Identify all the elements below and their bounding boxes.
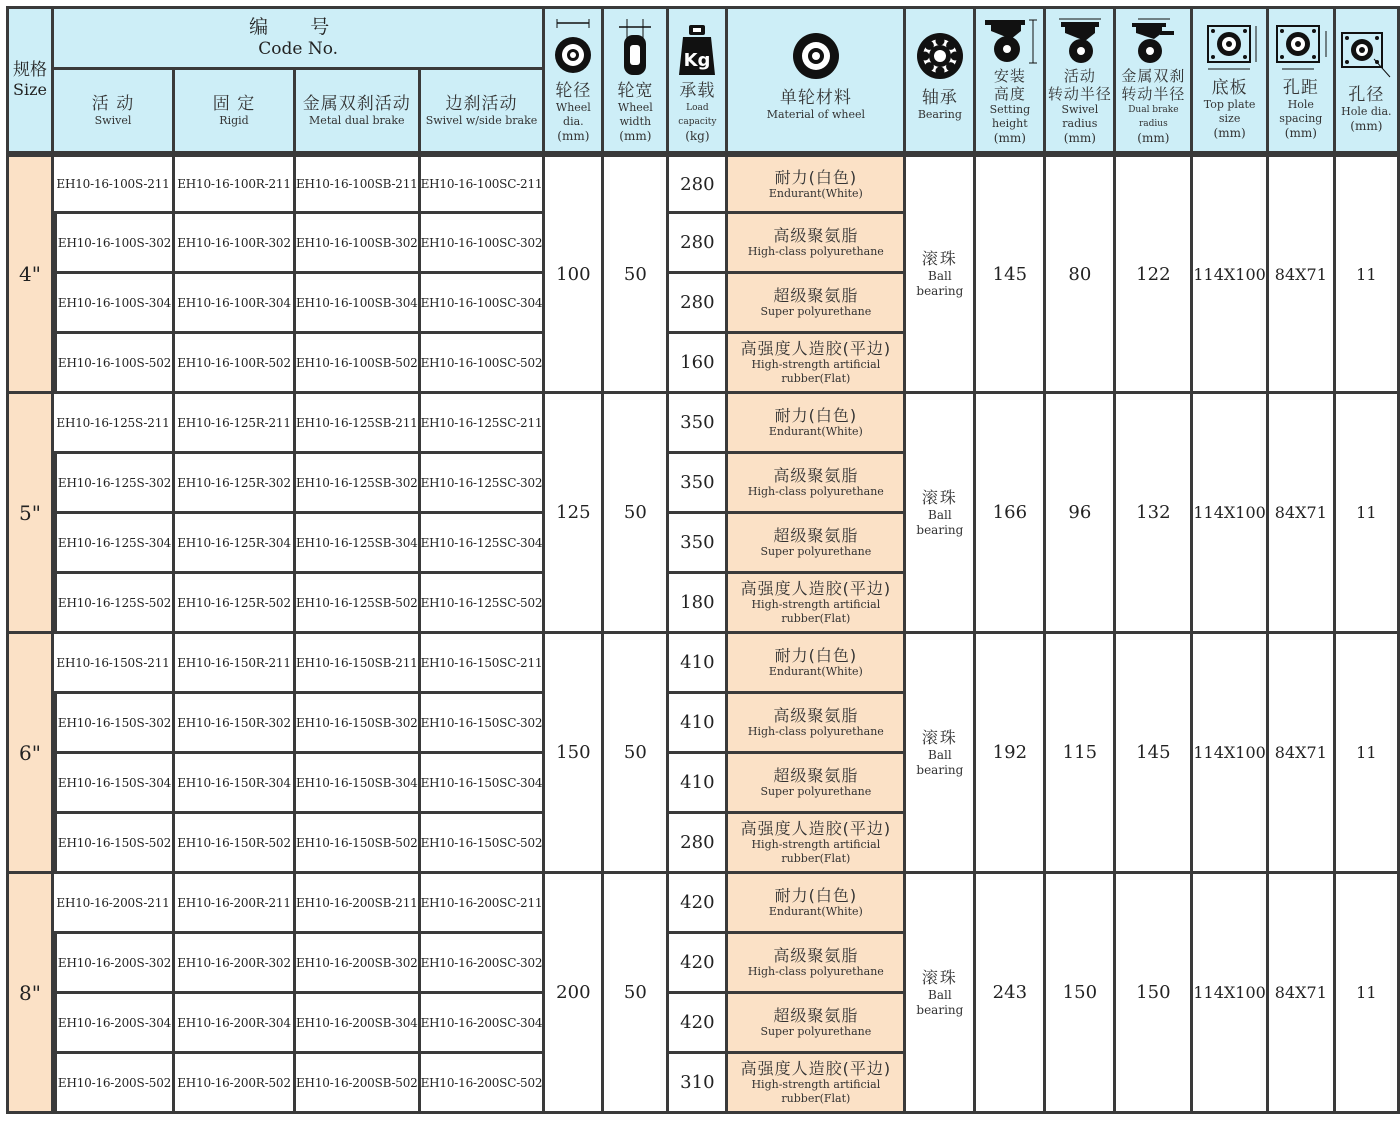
wheel-diameter-icon: [551, 19, 595, 77]
wheel-width-zh: 轮宽: [617, 81, 654, 101]
code-cell: EH10-16-150R-302: [175, 694, 296, 754]
material-zh: 耐力(白色): [774, 406, 858, 425]
material-zh: 耐力(白色): [774, 886, 858, 905]
bearing-zh: 滚珠: [921, 967, 958, 987]
code-cell: EH10-16-100R-211: [175, 154, 296, 214]
code-cell: EH10-16-100SC-302: [421, 214, 546, 274]
size-header-zh: 规格: [13, 60, 47, 80]
material-en: High-strength artificial rubber(Flat): [751, 838, 881, 865]
code-cell: EH10-16-200S-304: [54, 994, 175, 1054]
top-plate-cell: 114X100: [1193, 154, 1268, 394]
code-cell: EH10-16-200SC-211: [421, 874, 546, 934]
code-cell: EH10-16-125R-304: [175, 514, 296, 574]
type-header-dual-brake: 金属双刹活动 Metal dual brake: [296, 70, 421, 154]
load-zh: 承载: [679, 81, 716, 101]
material-cell: [728, 334, 906, 394]
bearing-cell: [906, 634, 976, 874]
code-cell: EH10-16-100SC-502: [421, 334, 546, 394]
material-en: High-class polyurethane: [747, 485, 884, 498]
hole-spacing-icon: [1269, 22, 1333, 74]
code-cell: EH10-16-100SB-302: [296, 214, 421, 274]
material-cell: [728, 274, 906, 334]
material-en: High-strength artificial rubber(Flat): [751, 1078, 881, 1105]
setting-height-unit: (mm): [993, 131, 1026, 145]
code-cell: EH10-16-100SB-304: [296, 274, 421, 334]
code-cell: EH10-16-150SB-304: [296, 754, 421, 814]
code-cell: EH10-16-125SC-302: [421, 454, 546, 514]
dual-brake-radius-en: Dual brake radius: [1128, 105, 1179, 129]
load-cell: 160: [669, 334, 728, 394]
material-en: Endurant(White): [768, 186, 863, 200]
material-zh: 超级聚氨脂: [773, 1006, 859, 1025]
code-cell: EH10-16-200R-502: [175, 1054, 296, 1114]
wheel-dia-cell: 125: [545, 394, 604, 634]
setting-height-header: [976, 6, 1046, 154]
code-cell: EH10-16-100R-304: [175, 274, 296, 334]
swivel-radius-cell: 115: [1046, 634, 1116, 874]
material-en: Super polyurethane: [760, 1025, 872, 1038]
material-en: Endurant(White): [768, 665, 863, 678]
material-cell: [728, 694, 906, 754]
material-en: High-strength artificial rubber(Flat): [751, 598, 881, 625]
material-cell: [728, 514, 906, 574]
code-header-zh: 编 号: [249, 16, 348, 38]
code-cell: EH10-16-100R-502: [175, 334, 296, 394]
type-header-side-brake: 边刹活动 Swivel w/side brake: [421, 70, 546, 154]
bearing-cell: [906, 394, 976, 634]
material-zh: 高强度人造胶(平边): [740, 819, 892, 838]
load-cell: 350: [669, 454, 728, 514]
wheel-width-cell: 50: [604, 874, 669, 1114]
swivel-radius-en: Swivel radius: [1061, 103, 1099, 130]
code-cell: EH10-16-150R-502: [175, 814, 296, 874]
load-cell: 280: [669, 154, 728, 214]
table-row: [6, 634, 1400, 694]
top-plate-zh: 底板: [1211, 78, 1248, 98]
material-zh: 高级聚氨脂: [773, 706, 859, 725]
top-plate-cell: 114X100: [1193, 874, 1268, 1114]
material-zh: 高强度人造胶(平边): [740, 1059, 892, 1078]
swivel-radius-cell: 80: [1046, 154, 1116, 394]
dual-brake-radius-unit: (mm): [1137, 131, 1170, 145]
material-en: High-class polyurethane: [747, 725, 884, 738]
table-row: [6, 394, 1400, 454]
material-cell: [728, 394, 906, 454]
load-cell: 350: [669, 514, 728, 574]
hole-spacing-cell: 84X71: [1269, 154, 1336, 394]
code-cell: EH10-16-200SB-211: [296, 874, 421, 934]
setting-height-cell: 243: [976, 874, 1046, 1114]
bearing-cell: [906, 874, 976, 1114]
code-cell: EH10-16-100R-302: [175, 214, 296, 274]
wheel-icon: [791, 26, 841, 84]
code-cell: EH10-16-150SC-302: [421, 694, 546, 754]
hole-dia-en: Hole dia.: [1341, 105, 1392, 118]
code-cell: EH10-16-200R-211: [175, 874, 296, 934]
code-cell: EH10-16-125SB-502: [296, 574, 421, 634]
hole-spacing-cell: 84X71: [1269, 874, 1336, 1114]
hole-spacing-header: [1269, 6, 1336, 154]
table-row: [6, 874, 1400, 934]
brake-radius-cell: 132: [1116, 394, 1193, 634]
bearing-zh: 轴承: [921, 88, 958, 108]
bearing-en: Ball bearing: [916, 747, 964, 777]
code-cell: EH10-16-125S-502: [54, 574, 175, 634]
material-cell: [728, 994, 906, 1054]
setting-height-cell: 166: [976, 394, 1046, 634]
bearing-en: Bearing: [917, 108, 962, 121]
material-en: High-class polyurethane: [747, 965, 884, 978]
load-cell: 410: [669, 694, 728, 754]
code-cell: EH10-16-125R-502: [175, 574, 296, 634]
swivel-radius-cell: 96: [1046, 394, 1116, 634]
code-cell: EH10-16-150SB-302: [296, 694, 421, 754]
wheel-width-cell: 50: [604, 394, 669, 634]
code-cell: EH10-16-150S-304: [54, 754, 175, 814]
svg-text:Kg: Kg: [683, 50, 711, 71]
code-cell: EH10-16-150R-304: [175, 754, 296, 814]
hole-dia-cell: 11: [1336, 634, 1400, 874]
code-cell: EH10-16-200SB-502: [296, 1054, 421, 1114]
wheel-width-cell: 50: [604, 634, 669, 874]
material-zh: 超级聚氨脂: [773, 526, 859, 545]
material-en: High-strength artificial rubber(Flat): [751, 358, 881, 385]
code-cell: EH10-16-100SB-502: [296, 334, 421, 394]
wheel-width-cell: 50: [604, 154, 669, 394]
dual-brake-radius-icon: [1124, 17, 1182, 65]
top-plate-header: [1193, 6, 1268, 154]
code-cell: EH10-16-200S-502: [54, 1054, 175, 1114]
material-zh: 高强度人造胶(平边): [740, 579, 892, 598]
wheel-dia-cell: 200: [545, 874, 604, 1114]
bearing-en: Ball bearing: [916, 507, 964, 537]
code-cell: EH10-16-125R-211: [175, 394, 296, 454]
code-cell: EH10-16-125SC-502: [421, 574, 546, 634]
material-zh: 耐力(白色): [774, 167, 858, 187]
top-plate-cell: 114X100: [1193, 394, 1268, 634]
setting-height-cell: 192: [976, 634, 1046, 874]
code-cell: EH10-16-125R-302: [175, 454, 296, 514]
code-cell: EH10-16-150S-211: [54, 634, 175, 694]
material-zh: 高级聚氨脂: [773, 946, 859, 965]
hole-spacing-zh: 孔距: [1282, 78, 1319, 98]
hole-dia-header: [1336, 6, 1400, 154]
material-en: Endurant(White): [768, 425, 863, 438]
material-zh: 超级聚氨脂: [773, 766, 859, 785]
code-cell: EH10-16-125SC-211: [421, 394, 546, 454]
bearing-en: Ball bearing: [916, 269, 964, 298]
load-unit: (kg): [685, 129, 710, 143]
ball-bearing-icon: [915, 26, 965, 84]
load-cell: 350: [669, 394, 728, 454]
material-zh: 高级聚氨脂: [773, 226, 859, 245]
code-cell: EH10-16-125S-304: [54, 514, 175, 574]
size-header-en: Size: [13, 80, 47, 99]
size-cell: 4": [6, 154, 54, 394]
material-cell: [728, 154, 906, 214]
hole-dia-cell: 11: [1336, 394, 1400, 634]
code-cell: EH10-16-125SB-211: [296, 394, 421, 454]
spec-table-container: [6, 6, 1400, 1114]
material-en: Endurant(White): [768, 905, 863, 918]
load-cell: 410: [669, 754, 728, 814]
wheel-width-unit: (mm): [619, 129, 652, 143]
hole-spacing-cell: 84X71: [1269, 394, 1336, 634]
code-cell: EH10-16-150SB-502: [296, 814, 421, 874]
hole-dia-cell: 11: [1336, 874, 1400, 1114]
material-zh: 高强度人造胶(平边): [740, 339, 892, 358]
brake-radius-cell: 150: [1116, 874, 1193, 1114]
code-cell: EH10-16-200SC-302: [421, 934, 546, 994]
material-en: Super polyurethane: [760, 305, 872, 318]
setting-height-zh: 安装 高度: [993, 67, 1026, 103]
code-cell: EH10-16-150SC-304: [421, 754, 546, 814]
bearing-en: Ball bearing: [916, 987, 964, 1017]
code-cell: EH10-16-150SB-211: [296, 634, 421, 694]
bearing-zh: 滚珠: [921, 487, 958, 507]
load-cell: 310: [669, 1054, 728, 1114]
material-en: Super polyurethane: [760, 545, 872, 558]
code-cell: EH10-16-150R-211: [175, 634, 296, 694]
wheel-dia-unit: (mm): [557, 129, 590, 143]
hole-spacing-cell: 84X71: [1269, 634, 1336, 874]
code-cell: EH10-16-200S-211: [54, 874, 175, 934]
code-cell: EH10-16-150SC-211: [421, 634, 546, 694]
wheel-dia-cell: 100: [545, 154, 604, 394]
load-cell: 420: [669, 874, 728, 934]
code-cell: EH10-16-100SC-304: [421, 274, 546, 334]
hole-spacing-unit: (mm): [1284, 126, 1317, 140]
top-plate-cell: 114X100: [1193, 634, 1268, 874]
material-en: Super polyurethane: [760, 785, 872, 798]
material-zh: 超级聚氨脂: [773, 286, 859, 305]
size-cell: 6": [6, 634, 54, 874]
type-header-swivel: 活 动 Swivel: [54, 70, 175, 154]
code-cell: EH10-16-100SB-211: [296, 154, 421, 214]
spec-table-body: [6, 154, 1400, 1114]
wheel-dia-zh: 轮径: [555, 81, 592, 101]
caster-spec-table: [6, 6, 1400, 1114]
load-en: Load capacity: [678, 103, 717, 127]
swivel-radius-unit: (mm): [1063, 131, 1096, 145]
code-cell: EH10-16-150S-502: [54, 814, 175, 874]
material-cell: [728, 754, 906, 814]
material-cell: [728, 814, 906, 874]
code-cell: EH10-16-100SC-211: [421, 154, 546, 214]
wheel-dia-header: [545, 6, 604, 154]
wheel-dia-en: Wheel dia.: [555, 101, 591, 128]
bearing-zh: 滚珠: [921, 727, 958, 747]
code-cell: EH10-16-200R-302: [175, 934, 296, 994]
material-cell: [728, 574, 906, 634]
code-cell: EH10-16-200R-304: [175, 994, 296, 1054]
code-header-en: Code No.: [258, 39, 339, 59]
hole-dia-cell: 11: [1336, 154, 1400, 394]
swivel-radius-cell: 150: [1046, 874, 1116, 1114]
code-cell: EH10-16-150SC-502: [421, 814, 546, 874]
code-cell: EH10-16-125S-302: [54, 454, 175, 514]
swivel-radius-zh: 活动 转动半径: [1047, 67, 1112, 103]
material-cell: [728, 1054, 906, 1114]
material-header: [728, 6, 906, 154]
material-cell: [728, 214, 906, 274]
brake-radius-cell: 122: [1116, 154, 1193, 394]
swivel-radius-header: [1046, 6, 1116, 154]
load-cell: 280: [669, 214, 728, 274]
hole-spacing-en: Hole spacing: [1279, 98, 1323, 125]
wheel-width-icon: [613, 19, 657, 77]
setting-height-icon: [981, 17, 1039, 65]
material-cell: [728, 934, 906, 994]
material-en: High-class polyurethane: [747, 245, 884, 258]
setting-height-cell: 145: [976, 154, 1046, 394]
code-cell: EH10-16-100S-211: [54, 154, 175, 214]
load-cell: 180: [669, 574, 728, 634]
hole-dia-zh: 孔径: [1348, 85, 1385, 105]
code-cell: EH10-16-150S-302: [54, 694, 175, 754]
material-zh: 耐力(白色): [774, 646, 858, 665]
material-cell: [728, 454, 906, 514]
material-cell: [728, 874, 906, 934]
load-cell: 280: [669, 274, 728, 334]
material-zh: 单轮材料: [779, 88, 852, 108]
code-cell: EH10-16-125SB-304: [296, 514, 421, 574]
setting-height-en: Setting height: [989, 103, 1031, 130]
code-cell: EH10-16-125SC-304: [421, 514, 546, 574]
bearing-header: [906, 6, 976, 154]
code-cell: EH10-16-200S-302: [54, 934, 175, 994]
bearing-zh: 滚珠: [921, 249, 958, 268]
top-plate-en: Top plate size: [1203, 98, 1256, 125]
swivel-radius-icon: [1051, 17, 1109, 65]
material-zh: 高级聚氨脂: [773, 466, 859, 485]
size-cell: 5": [6, 394, 54, 634]
code-cell: EH10-16-200SB-302: [296, 934, 421, 994]
load-cell: 420: [669, 994, 728, 1054]
brake-radius-cell: 145: [1116, 634, 1193, 874]
code-header: [54, 6, 545, 70]
dual-brake-radius-zh: 金属双刹 转动半径: [1121, 67, 1186, 103]
wheel-width-header: [604, 6, 669, 154]
type-header-rigid: 固 定 Rigid: [175, 70, 296, 154]
size-cell: 8": [6, 874, 54, 1114]
wheel-dia-cell: 150: [545, 634, 604, 874]
dual-brake-radius-header: [1116, 6, 1193, 154]
code-cell: EH10-16-200SC-304: [421, 994, 546, 1054]
hole-dia-unit: (mm): [1350, 119, 1383, 133]
bearing-cell: [906, 154, 976, 394]
load-cell: 410: [669, 634, 728, 694]
code-cell: EH10-16-100S-304: [54, 274, 175, 334]
code-cell: EH10-16-200SB-304: [296, 994, 421, 1054]
code-cell: EH10-16-125S-211: [54, 394, 175, 454]
load-cell: 280: [669, 814, 728, 874]
material-cell: [728, 634, 906, 694]
load-header: [669, 6, 728, 154]
size-header: [6, 6, 54, 154]
code-cell: EH10-16-100S-302: [54, 214, 175, 274]
code-cell: EH10-16-200SC-502: [421, 1054, 546, 1114]
code-cell: EH10-16-100S-502: [54, 334, 175, 394]
table-row: [6, 154, 1400, 214]
kg-weight-icon: [675, 19, 719, 77]
code-cell: EH10-16-125SB-302: [296, 454, 421, 514]
material-en: Material of wheel: [766, 108, 866, 121]
load-cell: 420: [669, 934, 728, 994]
hole-diameter-icon: [1338, 29, 1394, 81]
top-plate-icon: [1198, 22, 1262, 74]
wheel-width-en: Wheel width: [617, 101, 653, 128]
top-plate-unit: (mm): [1213, 126, 1246, 140]
